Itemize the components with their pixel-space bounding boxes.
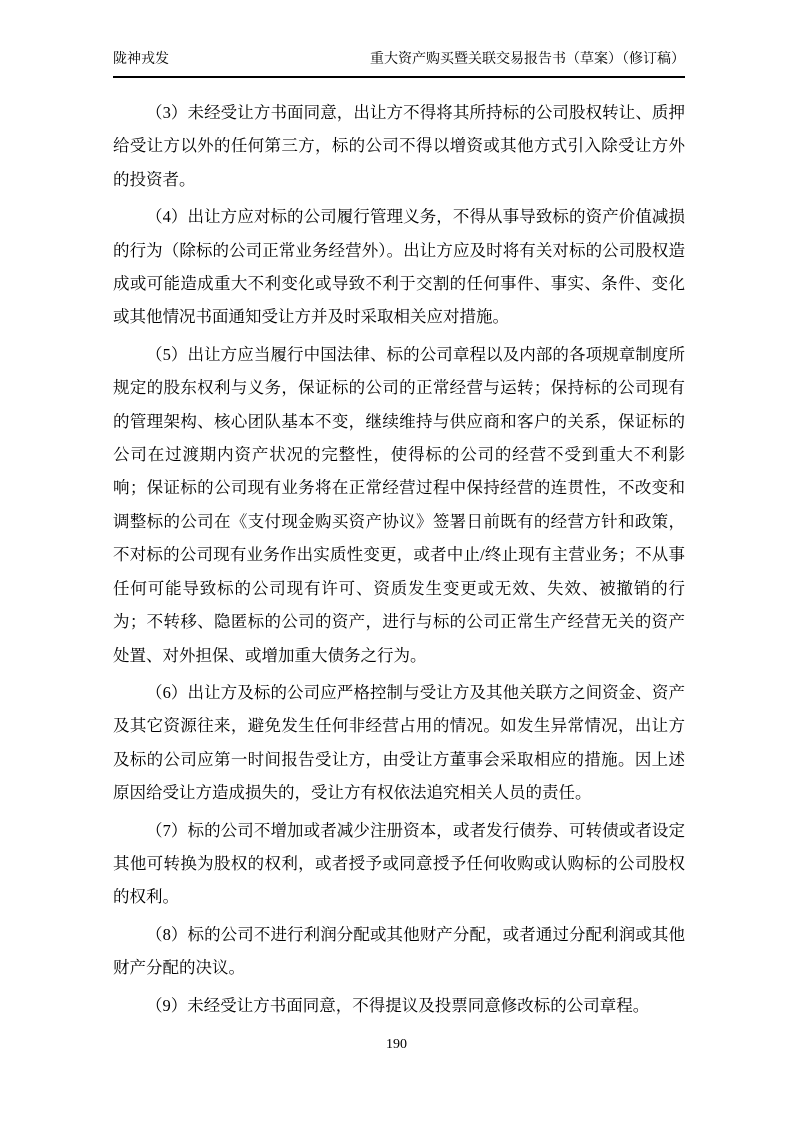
paragraph-item-6: （6）出让方及标的公司应严格控制与受让方及其他关联方之间资金、资产及其它资源往来，避免发生任何非经营占用的情况。如发生异常情况，出让方及标的公司应第一时间报告受让方，由受让方董事会采取相应的措施。因上述原因给受让方造成损失的，受让方有权依法追究相关人员的责任。 (113, 682, 685, 803)
page-footer (0, 1036, 793, 1054)
header-document-title: 重大资产购买暨关联交易报告书（草案）（修订稿） (370, 52, 685, 67)
paragraph-item-8: （8）标的公司不进行利润分配或其他财产分配，或者通过分配利润或其他财产分配的决议。 (113, 924, 685, 978)
paragraph-item-5: （5）出让方应当履行中国法律、标的公司章程以及内部的各项规章制度所规定的股东权利与义务，保证标的公司的正常经营与运转；保持标的公司现有的管理架构、核心团队基本不变，继续维持与供应商和客户的关系，保证标的公司在过渡期内资产状况的完整性，使得标的公司的经营不受到重大不利影响；保证标的公司现有业务将在正常经营过程中保持经营的连贯性，不改变和调整标的公司在《支付现金购买资产协议》签署日前既有的经营方针和政策，不对标的公司现有业务作出实质性变更，或者中止/终止现有主营业务；不从事任何可能导致标的公司现有许可、资质发生变更或无效、失效、被撤销的行为；不转移、隐匿标的公司的资产，进行与标的公司正常生产经营无关的资产处置、对外担保、或增加重大债务之行为。 (113, 344, 685, 665)
document-body (113, 96, 685, 1022)
paragraph-item-9: （9）未经受让方书面同意，不得提议及投票同意修改标的公司章程。 (146, 995, 650, 1015)
paragraph-item-7: （7）标的公司不增加或者减少注册资本，或者发行债券、可转债或者设定其他可转换为股权的权利，或者授予或同意授予任何收购或认购标的公司股权的权利。 (113, 820, 685, 907)
header-company-name: 陇神戎发 (113, 52, 169, 67)
page-header (113, 50, 685, 78)
paragraph-item-3: （3）未经受让方书面同意，出让方不得将其所持标的公司股权转让、质押给受让方以外的任何第三方，标的公司不得以增资或其他方式引入除受让方外的投资者。 (113, 103, 685, 189)
paragraph-item-4: （4）出让方应对标的公司履行管理义务，不得从事导致标的资产价值减损的行为（除标的公司正常业务经营外）。出让方应及时将有关对标的公司股权造成或可能造成重大不利变化或导致不利于交割的任何事件、事实、条件、变化或其他情况书面通知受让方并及时采取相关应对措施。 (113, 207, 685, 327)
page-number: 190 (386, 1037, 407, 1052)
